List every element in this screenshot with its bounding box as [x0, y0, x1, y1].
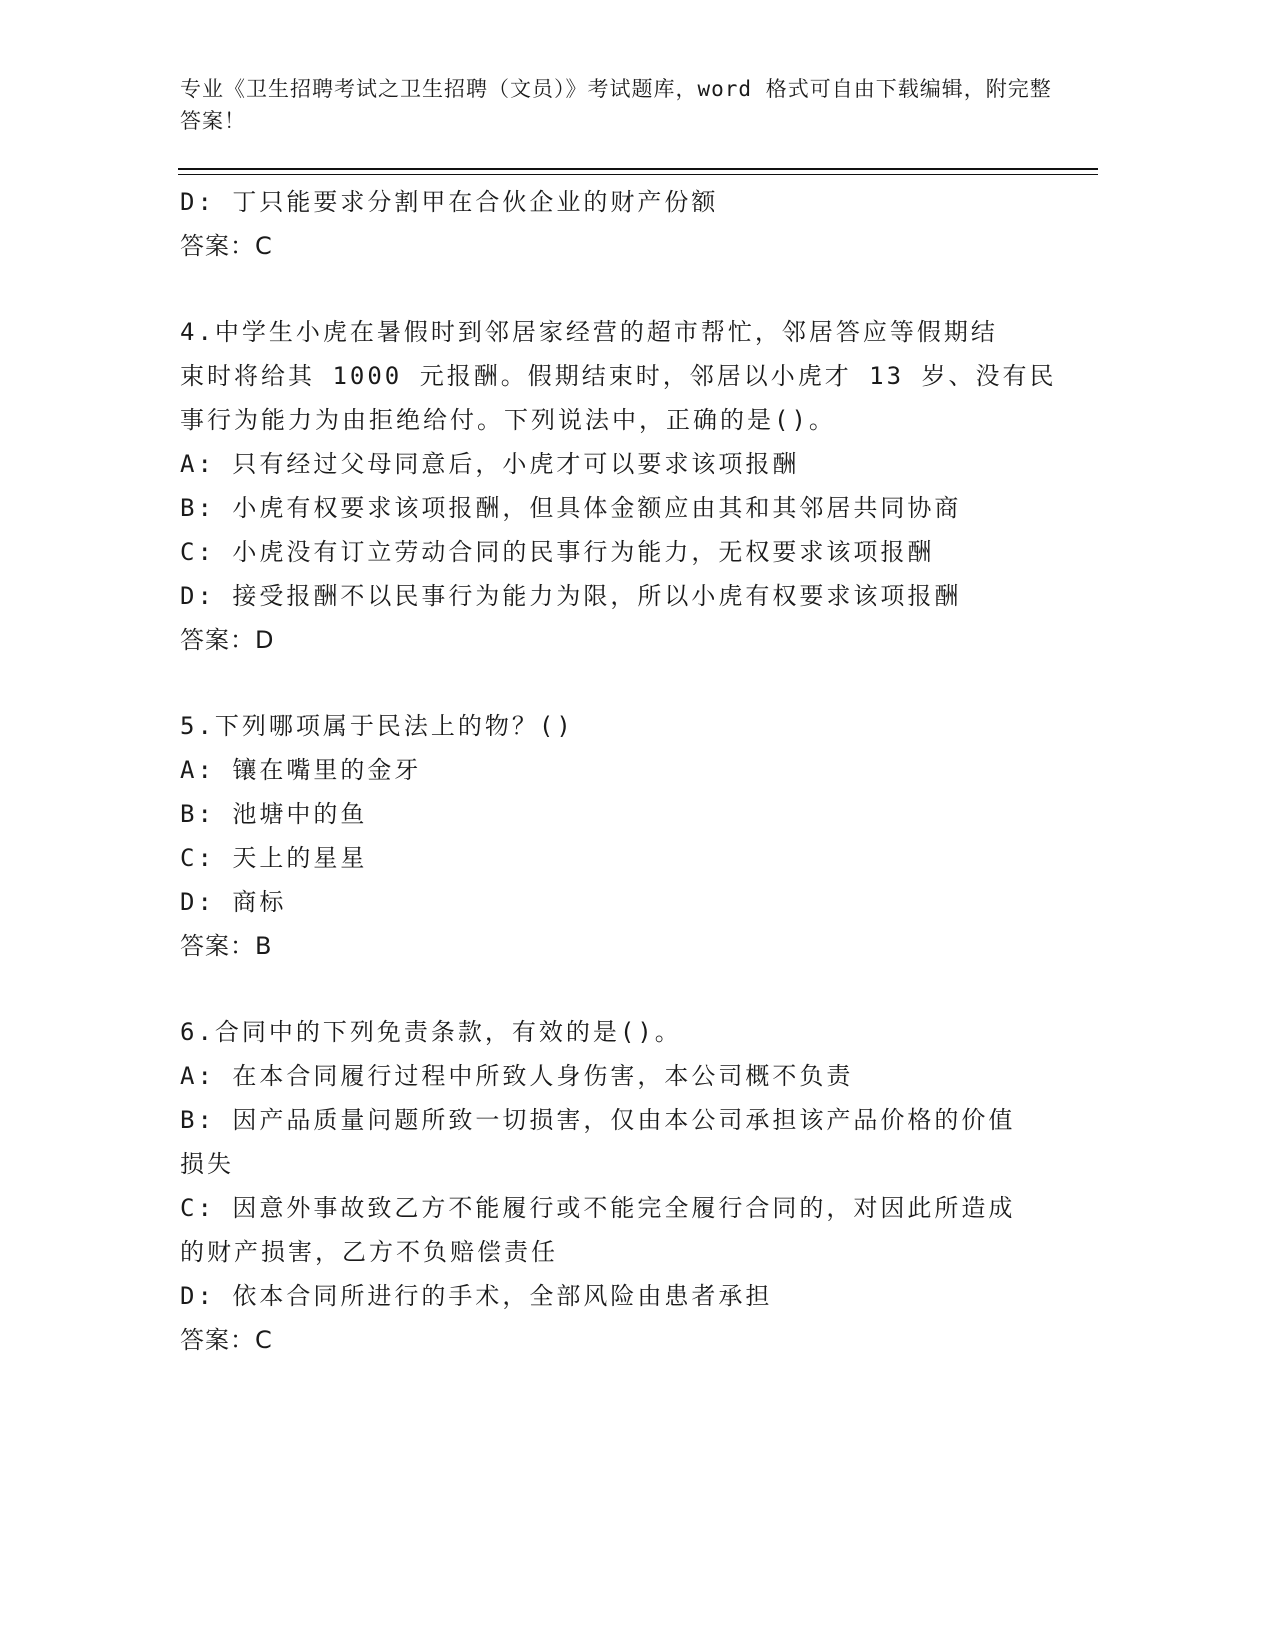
option-d: D: 商标 [180, 888, 287, 916]
option-c: C: 小虎没有订立劳动合同的民事行为能力，无权要求该项报酬 [180, 538, 935, 566]
option-b: B: 池塘中的鱼 [180, 800, 368, 828]
option-c: C: 因意外事故致乙方不能履行或不能完全履行合同的，对因此所造成 [180, 1194, 1016, 1222]
question-stem-line: 事行为能力为由拒绝给付。下列说法中，正确的是()。 [180, 406, 836, 434]
question-4 [180, 310, 1060, 662]
header-rule-thick [178, 168, 1098, 170]
question-content [180, 180, 1060, 1362]
option-a: A: 只有经过父母同意后，小虎才可以要求该项报酬 [180, 450, 800, 478]
spacer [180, 662, 1060, 704]
question-stem-line: 6.合同中的下列免责条款，有效的是()。 [180, 1018, 682, 1046]
question-stem-line: 束时将给其 1000 元报酬。假期结束时，邻居以小虎才 13 岁、没有民 [180, 362, 1057, 390]
header-rule-thin [178, 174, 1098, 175]
spacer [180, 968, 1060, 1010]
option-c: C: 天上的星星 [180, 844, 368, 872]
answer: 答案：C [180, 1326, 273, 1354]
carryover-answer: 答案：C [180, 232, 273, 260]
question-6 [180, 1010, 1060, 1362]
question-stem-line: 4.中学生小虎在暑假时到邻居家经营的超市帮忙，邻居答应等假期结 [180, 318, 998, 346]
option-b: B: 因产品质量问题所致一切损害，仅由本公司承担该产品价格的价值 [180, 1106, 1016, 1134]
option-b-continued: 损失 [180, 1150, 234, 1178]
page-header: 专业《卫生招聘考试之卫生招聘（文员）》考试题库，word 格式可自由下载编辑，附完整答案！ [180, 77, 1052, 133]
question-5 [180, 704, 1060, 968]
answer: 答案：D [180, 626, 275, 654]
option-d: D: 接受报酬不以民事行为能力为限，所以小虎有权要求该项报酬 [180, 582, 962, 610]
carryover-option-d: D: 丁只能要求分割甲在合伙企业的财产份额 [180, 188, 719, 216]
answer: 答案：B [180, 932, 273, 960]
option-a: A: 镶在嘴里的金牙 [180, 756, 422, 784]
question-stem-line: 5.下列哪项属于民法上的物？() [180, 712, 574, 740]
spacer [180, 268, 1060, 310]
option-a: A: 在本合同履行过程中所致人身伤害，本公司概不负责 [180, 1062, 854, 1090]
option-d: D: 依本合同所进行的手术，全部风险由患者承担 [180, 1282, 773, 1310]
option-c-continued: 的财产损害，乙方不负赔偿责任 [180, 1238, 558, 1266]
option-b: B: 小虎有权要求该项报酬，但具体金额应由其和其邻居共同协商 [180, 494, 962, 522]
